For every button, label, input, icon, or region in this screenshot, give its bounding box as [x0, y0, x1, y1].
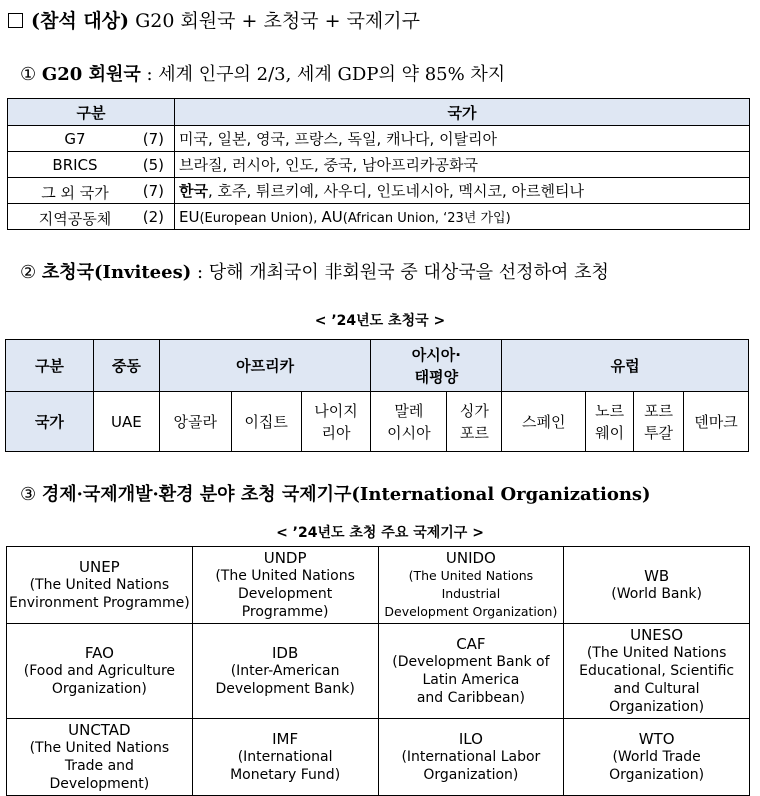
header-mideast: 중동 — [93, 340, 159, 392]
table-header-row — [8, 99, 750, 126]
checkbox-square-icon — [8, 13, 23, 28]
table-row — [8, 152, 750, 178]
group-count: (7) — [142, 182, 164, 200]
group-countries: , 호주, 튀르키예, 사우디, 인도네시아, 멕시코, 아르헨티나 — [207, 182, 584, 200]
org-cell — [192, 719, 378, 796]
page-title — [8, 6, 420, 33]
table-header-row — [6, 340, 749, 392]
au-abbr: AU — [321, 208, 343, 226]
section2-title: 초청국(Invitees) — [41, 262, 192, 283]
table-row — [8, 204, 750, 230]
country-cell: 나이지 리아 — [301, 392, 371, 452]
country-cell: 싱가 포르 — [447, 392, 502, 452]
org-abbr: FAO — [84, 644, 114, 662]
org-abbr: IMF — [272, 730, 299, 748]
country-cell: 덴마크 — [684, 392, 749, 452]
org-cell — [7, 624, 193, 719]
org-abbr: WTO — [638, 730, 675, 748]
section3-number: ③ — [20, 484, 37, 505]
org-full-name: (International Monetary Fund) — [230, 749, 341, 783]
org-abbr: WB — [644, 567, 670, 585]
section3-heading — [20, 480, 651, 506]
org-full-name: (Inter-American Development Bank) — [215, 663, 355, 697]
country-cell: 이집트 — [231, 392, 301, 452]
section1-title: G20 회원국 — [41, 64, 141, 85]
section1-number: ① — [20, 64, 37, 85]
org-cell — [7, 547, 193, 624]
section1-heading — [20, 60, 505, 86]
table-row — [7, 624, 750, 719]
org-abbr: ILO — [458, 730, 483, 748]
group-name: 지역공동체 — [38, 210, 112, 228]
group-name: 그 외 국가 — [41, 184, 109, 202]
header-asia-pacific: 아시아· 태평양 — [371, 340, 502, 392]
org-cell — [378, 547, 564, 624]
g20-members-table — [7, 98, 750, 230]
row-label: 국가 — [6, 392, 94, 452]
org-full-name: (The United Nations Trade and Development) — [29, 740, 170, 792]
org-abbr: IDB — [271, 644, 299, 662]
org-full-name: (The United Nations Educational, Scientific and Cultural Organization) — [579, 645, 735, 715]
au-full: (African Union, ‘23년 가입) — [342, 211, 511, 226]
org-cell — [564, 547, 750, 624]
section3-subtitle: < ’24년도 초청 주요 국제기구 > — [276, 525, 484, 541]
org-full-name: (The United Nations Industrial Development Organization) — [384, 568, 558, 619]
country-cell: 노르 웨이 — [586, 392, 634, 452]
group-name: BRICS — [52, 156, 98, 174]
header-africa: 아프리카 — [159, 340, 371, 392]
invitees-table — [5, 339, 749, 452]
section2-heading — [20, 258, 609, 284]
section3-title: 경제·국제개발·환경 분야 초청 국제기구(International Organizations) — [41, 484, 651, 505]
group-count: (2) — [142, 208, 164, 226]
org-cell — [192, 624, 378, 719]
group-count: (7) — [142, 130, 164, 148]
section2-subtitle: < ’24년도 초청국 > — [314, 313, 446, 329]
org-cell — [564, 624, 750, 719]
eu-full: (European Union), — [199, 211, 322, 226]
table-row — [8, 126, 750, 152]
country-cell: 말레 이시아 — [371, 392, 447, 452]
group-countries: 브라질, 러시아, 인도, 중국, 남아프리카공화국 — [175, 152, 750, 178]
org-abbr: UNESO — [630, 626, 684, 644]
table-row — [7, 547, 750, 624]
header-countries: 국가 — [175, 99, 750, 126]
table-row — [7, 719, 750, 796]
org-cell — [378, 624, 564, 719]
org-full-name: (World Bank) — [611, 586, 702, 602]
section1-desc: : 세계 인구의 2/3, 세계 GDP의 약 85% 차지 — [146, 64, 506, 85]
org-cell — [378, 719, 564, 796]
org-full-name: (World Trade Organization) — [609, 749, 705, 783]
group-count: (5) — [142, 156, 164, 174]
org-full-name: (Development Bank of Latin America and Caribbean) — [392, 654, 550, 706]
org-abbr: UNIDO — [445, 549, 496, 567]
header-europe: 유럽 — [502, 340, 749, 392]
org-abbr: UNDP — [263, 549, 307, 567]
international-orgs-table — [6, 546, 750, 796]
org-cell — [564, 719, 750, 796]
title-text: G20 회원국 + 초청국 + 국제기구 — [135, 10, 420, 32]
header-category: 구분 — [8, 99, 175, 126]
org-full-name: (International Labor Organization) — [401, 749, 541, 783]
org-cell — [192, 547, 378, 624]
section2-desc: : 당해 개최국이 非회원국 중 대상국을 선정하여 초청 — [196, 262, 609, 283]
korea-highlight: 한국 — [179, 182, 208, 200]
section2-number: ② — [20, 262, 37, 283]
country-cell: 앙골라 — [159, 392, 231, 452]
table-row — [8, 178, 750, 204]
header-category: 구분 — [6, 340, 94, 392]
org-abbr: UNEP — [79, 558, 120, 576]
group-name: G7 — [64, 130, 86, 148]
eu-abbr: EU — [179, 208, 200, 226]
org-abbr: CAF — [456, 635, 486, 653]
country-cell: 스페인 — [502, 392, 586, 452]
group-countries: 미국, 일본, 영국, 프랑스, 독일, 캐나다, 이탈리아 — [175, 126, 750, 152]
org-full-name: (The United Nations Environment Programme) — [9, 577, 190, 611]
org-full-name: (Food and Agriculture Organization) — [23, 663, 175, 697]
org-abbr: UNCTAD — [68, 721, 131, 739]
title-prefix: (참석 대상) — [31, 10, 130, 32]
org-full-name: (The United Nations Development Programme) — [215, 568, 355, 620]
org-cell — [7, 719, 193, 796]
country-cell: UAE — [93, 392, 159, 452]
country-cell: 포르 투갈 — [634, 392, 684, 452]
table-row — [6, 392, 749, 452]
